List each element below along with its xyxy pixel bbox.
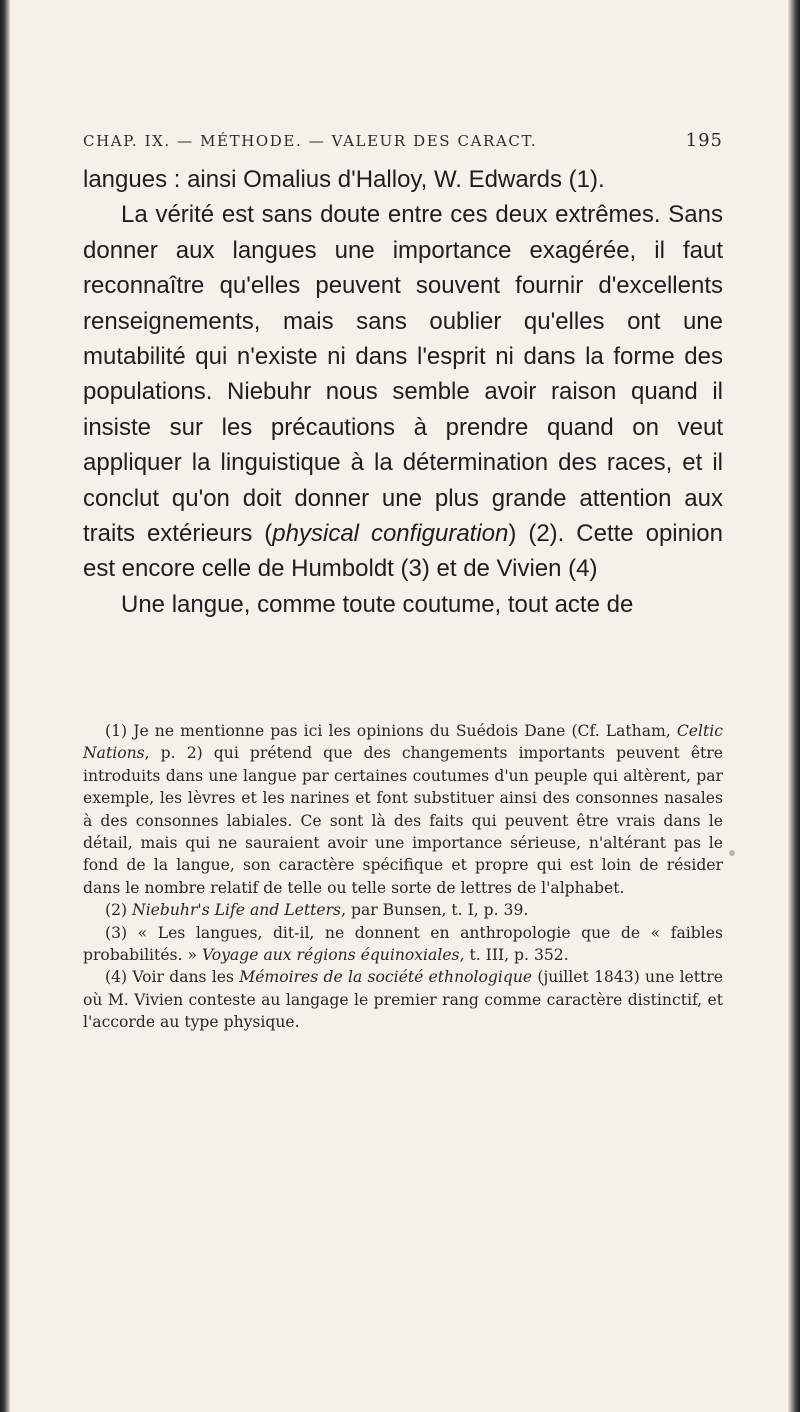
footnote-2 — [83, 899, 723, 921]
paragraph-1 — [83, 162, 723, 197]
footnote-4-text: (4) Voir dans les — [105, 968, 240, 987]
footnote-1-text: (1) Je ne mentionne pas ici les opinions du Suédois Dane (Cf. Latham, — [105, 722, 677, 740]
footnotes — [83, 720, 723, 1034]
footnote-3-title: Voyage aux régions équinoxiales — [201, 946, 460, 965]
footnote-4-title: Mémoires de la société ethnologique — [239, 968, 533, 987]
footnote-3-rest: , t. III, p. 352. — [459, 946, 569, 965]
footnote-4-rest: (juillet 1843) une lettre où M. Vivien conteste au langage le premier rang comme caractère distinctif, et l'accorde au type physique. — [83, 968, 723, 1032]
running-head-title: CHAP. IX. — MÉTHODE. — VALEUR DES CARACT. — [83, 132, 538, 150]
footnote-4 — [83, 966, 723, 1033]
paragraph-2-italic: physical configuration — [272, 520, 509, 548]
paper-speck — [729, 850, 735, 856]
page-edge-right — [788, 0, 800, 1412]
footnote-3 — [83, 922, 723, 967]
binding-shadow-left — [0, 0, 10, 1412]
footnote-1-title: Celtic Nations — [83, 722, 723, 763]
footnote-1 — [83, 720, 723, 899]
main-text — [83, 162, 723, 622]
footnote-2-title: Niebuhr's Life and Letters — [132, 901, 342, 920]
paragraph-3-text: Une langue, comme toute coutume, tout acte de — [121, 590, 634, 618]
paragraph-2-text: La vérité est sans doute entre ces deux extrêmes. Sans donner aux langues une importance exagérée, il faut reconnaître qu'elles peuvent souvent fournir d'excellents renseignements, mais sans oublier qu'elles ont une mutabilité qui n'existe ni dans l'esprit ni dans la forme des populations. Niebuhr nous semble avoir raison quand il insiste sur les précautions à prendre quand on veut appliquer la linguistique à la détermination des races, et il conclut qu'on doit donner une plus grande attention aux traits extérieurs — [83, 201, 723, 548]
running-header — [83, 130, 723, 160]
paragraph-2-tail: (2). Cette opinion est encore celle de Humboldt (3) et de Vivien (4) — [83, 520, 724, 583]
paragraph-3 — [83, 587, 723, 622]
paragraph-2: La vérité est sans doute entre ces deux extrêmes. Sans donner aux langues une importance exagérée, il faut reconnaître qu'elles peuvent souvent fournir d'excellents renseignements, mais sans oublier qu'elles ont une mutabilité qui n'existe ni dans l'esprit ni dans la forme des populations. Niebuhr nous semble avoir raison quand il insiste sur les précautions à prendre quand on veut appliquer la linguistique à la détermination des races, et il conclut qu'on doit donner une plus grande attention aux traits extérieurs (physical configuration) (2). Cette opinion est encore celle de Humboldt (3) et de Vivien (4) — [83, 201, 724, 583]
footnote-3-text: (3) « Les langues, dit-il, ne donnent en anthropologie que de « faibles probabilités. » — [83, 923, 723, 965]
page-number: 195 — [685, 130, 723, 151]
paragraph-1-text: langues : ainsi Omalius d'Halloy, W. Edwards (1). — [83, 166, 605, 193]
footnote-1-rest: , p. 2) qui prétend que des changements importants peuvent être introduits dans une langue par certaines coutumes d'un peuple qui altèrent, par exemple, les lèvres et les narines et font substituer ainsi des consonnes nasales à des consonnes labiales. Ce sont là des faits qui peuvent être vrais dans le détail, mais qui ne sauraient avoir une importance sérieuse, n'altérant pas le fond de la langue, son caractère spécifique et propre qui est loin de résider dans le nombre relatif de telle ou telle sorte de lettres de l'alphabet. — [83, 744, 723, 897]
footnote-2-text: (2) — [105, 901, 133, 920]
footnote-2-rest: , par Bunsen, t. I, p. 39. — [341, 901, 529, 920]
